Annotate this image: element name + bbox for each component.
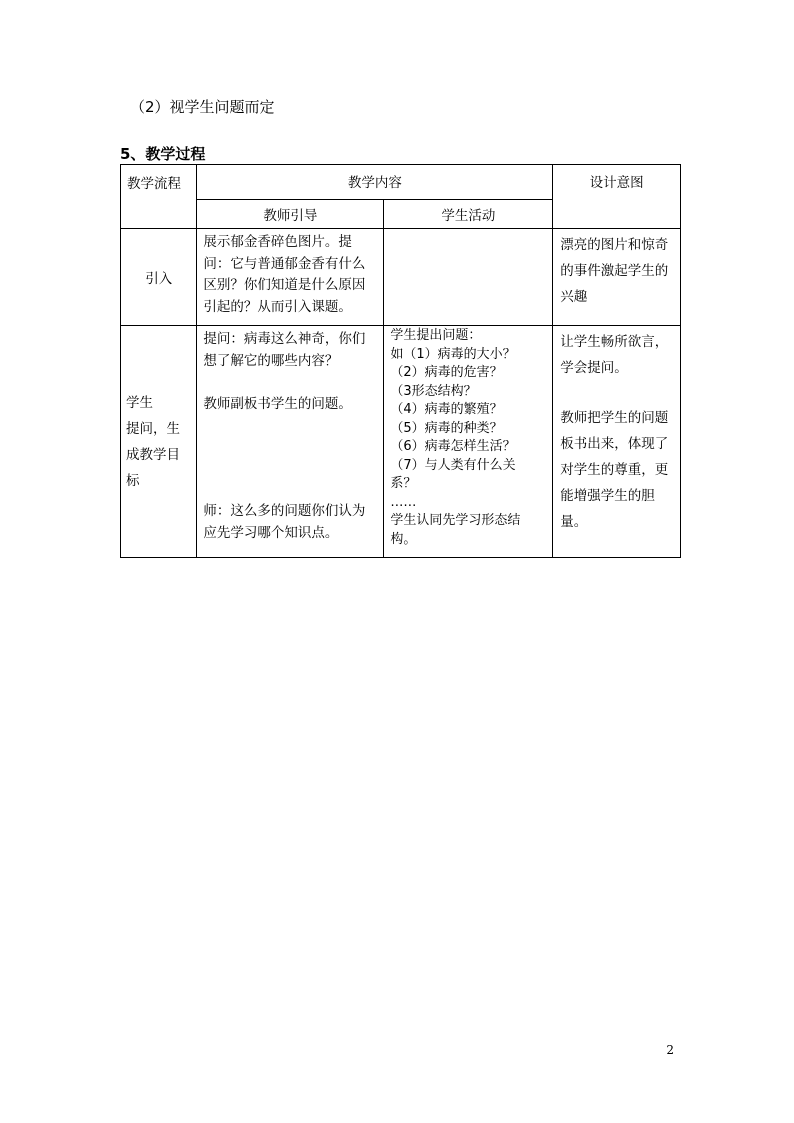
table-row-intro [121, 229, 681, 326]
subheader-student: 学生活动 [384, 200, 553, 229]
student-cell-questions: 学生提出问题： 如（1）病毒的大小？ （2）病毒的危害？ （3形态结构？ （4）病毒的繁殖？ （5）病毒的种类？ （6）病毒怎样生活？ （7）与人类有什么关 系？ …… 学生认同先学习形态结 构。 [384, 326, 553, 558]
intro-line: （2）视学生问题而定 [130, 98, 275, 116]
teacher-cell-questions: 提问：病毒这么神奇，你们 想了解它的哪些内容？ 教师副板书学生的问题。 师：这么多的问题你们认为 应先学习哪个知识点。 [197, 326, 384, 558]
subheader-teacher: 教师引导 [197, 200, 384, 229]
flow-cell-intro: 引入 [121, 229, 197, 326]
teacher-cell-intro: 展示郁金香碎色图片。提 问：它与普通郁金香有什么 区别？你们知道是什么原因 引起的？从而引入课题。 [197, 229, 384, 326]
header-content: 教学内容 [197, 165, 553, 200]
section-heading: 5、教学过程 [120, 145, 206, 163]
design-cell-intro: 漂亮的图片和惊奇 的事件激起学生的 兴趣 [553, 229, 681, 326]
header-design: 设计意图 [553, 165, 681, 229]
design-cell-questions: 让学生畅所欲言， 学会提问。 教师把学生的问题 板书出来，体现了 对学生的尊重，更 能增强学生的胆 量。 [553, 326, 681, 558]
header-flow: 教学流程 [121, 165, 197, 229]
student-cell-intro [384, 229, 553, 326]
table-row-questions [121, 326, 681, 558]
flow-cell-questions: 学生 提问，生 成教学目 标 [121, 326, 197, 558]
page-number: 2 [666, 1043, 674, 1057]
teaching-process-table [120, 164, 681, 558]
